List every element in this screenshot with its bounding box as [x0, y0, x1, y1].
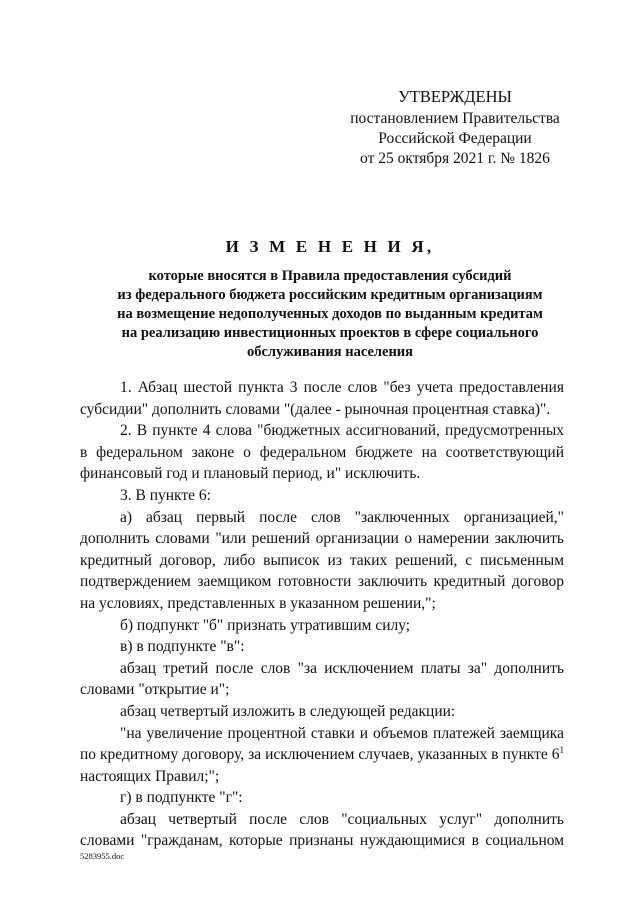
paragraph-3v-2: абзац четвертый изложить в следующей редакции:: [120, 702, 456, 720]
paragraph-3a: а) абзац первый после слов "заключенных организацией," дополнить словами "или решений организации о намерении заключить кредитный договор, либо выписок из таких решений, с письменным подтверждением заемщиком готовности заключить кредитный договор на условиях, представленных в указанном решении,";: [80, 508, 564, 612]
superscript-ref: 1: [559, 745, 564, 756]
paragraph-3v-1: абзац третий после слов "за исключением платы за" дополнить словами "открытие и";: [80, 659, 564, 699]
subtitle-line: на возмещение недополученных доходов по выданным кредитам: [117, 306, 543, 322]
subtitle-line: на реализацию инвестиционных проектов в сфере социального: [121, 325, 539, 341]
paragraph-3g-1: абзац четвертый после слов "социальных услуг" дополнить словами "гражданам, которые признаны нуждающимися в социальном: [80, 810, 564, 850]
subtitle-line: обслуживания населения: [246, 344, 414, 360]
paragraph-2: 2. В пункте 4 слова "бюджетных ассигнований, предусмотренных в федеральном законе о федеральном бюджете на соответствующий финансовый год и плановый период, и" исключить.: [80, 422, 564, 483]
title-block: [60, 236, 600, 362]
approval-title: УТВЕРЖДЕНЫ: [398, 87, 512, 106]
subtitle-line: из федерального бюджета российским кредитным организациям: [117, 287, 543, 303]
subtitle-line: которые вносятся в Правила предоставления субсидий: [148, 268, 512, 284]
quote-text: "на увеличение процентной ставки и объемов платежей заемщика по кредитному договору, за исключением случаев, указанных в пункте 6: [80, 724, 564, 764]
approval-line-2: Российской Федерации: [378, 130, 532, 147]
file-name-footer: 5283955.doc: [80, 851, 125, 861]
document-title: И З М Е Н Е Н И Я,: [225, 237, 435, 256]
paragraph-3g: г) в подпункте "г":: [120, 789, 243, 807]
paragraph-3b: б) подпункт "б" признать утратившим силу;: [120, 616, 411, 634]
paragraph-quote: [80, 723, 564, 766]
paragraph-quote-end: настоящих Правил;";: [80, 767, 220, 785]
document-body: [80, 377, 564, 852]
document-subtitle: [60, 267, 600, 362]
approval-line-1: постановлением Правительства: [350, 110, 560, 127]
approval-line-3: от 25 октября 2021 г. № 1826: [360, 150, 550, 167]
paragraph-3v: в) в подпункте "в":: [120, 638, 245, 656]
approval-stamp: [330, 86, 580, 169]
paragraph-3: 3. В пункте 6:: [120, 486, 211, 504]
paragraph-1: 1. Абзац шестой пункта 3 после слов "без учета предоставления субсидии" дополнить словами "(далее - рыночная процентная ставка)".: [80, 379, 564, 418]
